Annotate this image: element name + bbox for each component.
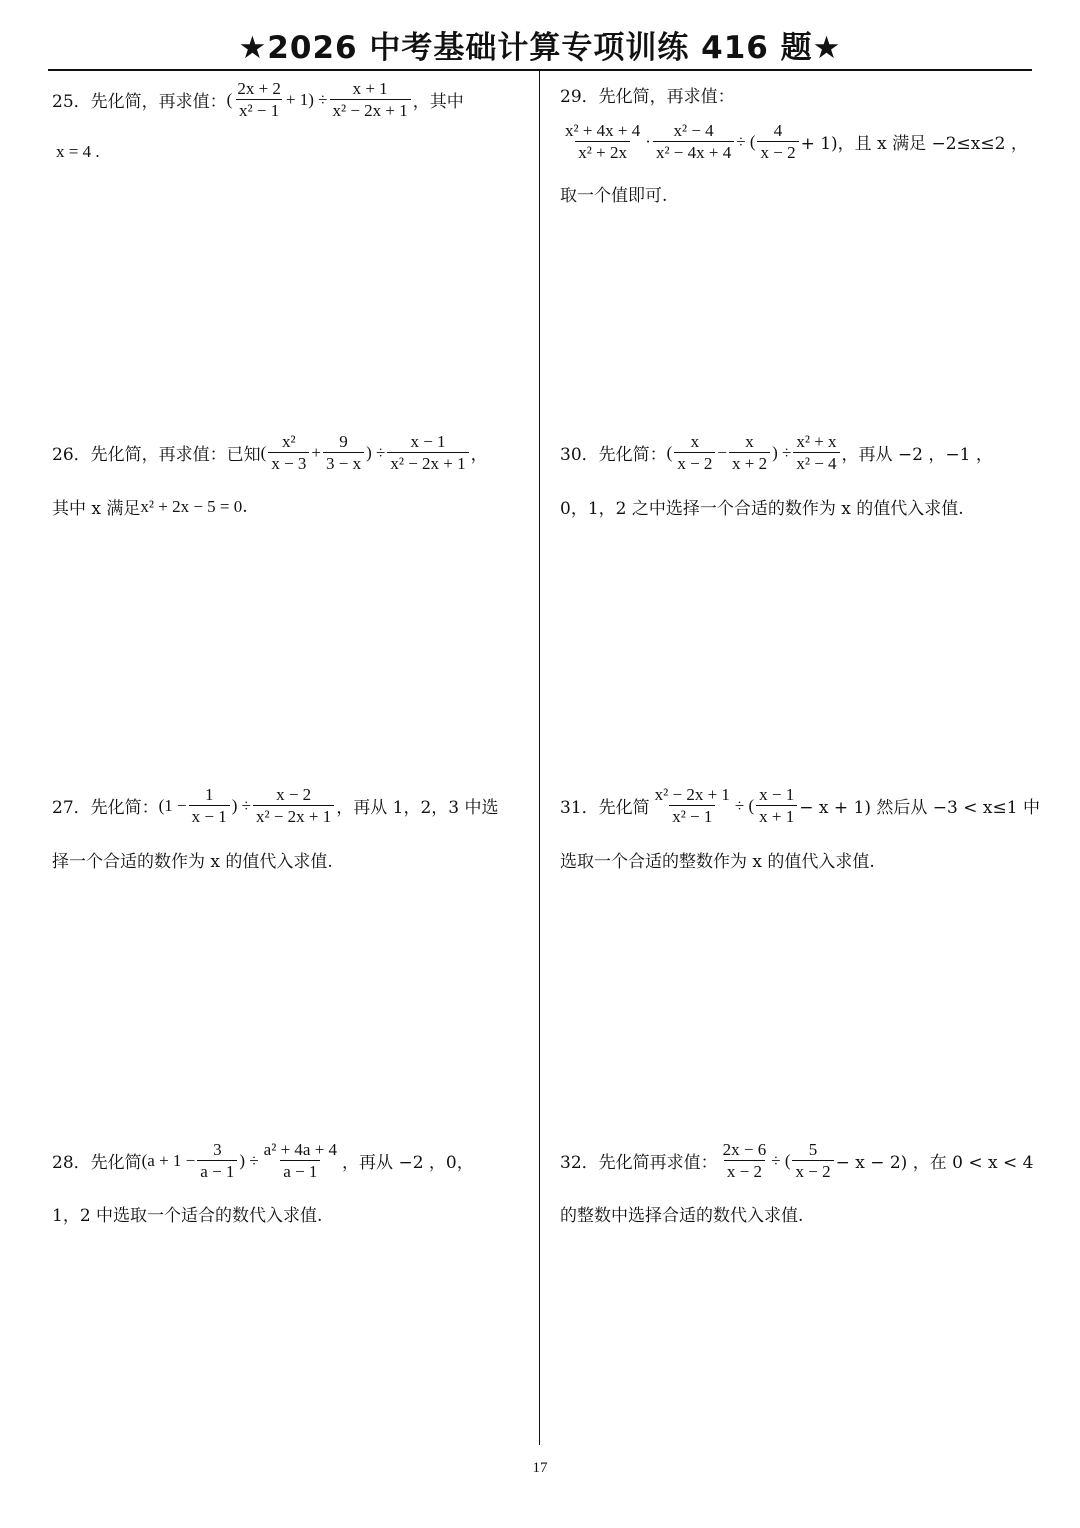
fraction (729, 431, 770, 474)
operator: ) ÷ (231, 795, 251, 815)
problem-27-tail: ，再从 1，2，3 中选 (336, 798, 499, 818)
problem-25-line-2: x = 4 . (56, 142, 100, 161)
problem-27-line-1 (52, 784, 499, 827)
fraction (253, 784, 334, 827)
problem-28-expression (142, 1139, 342, 1182)
numerator: x − 2 (276, 785, 312, 804)
problem-30-line-2: 0，1，2 之中选择一个合适的数作为 x 的值代入求值. (560, 499, 964, 519)
denominator: 3 − x (323, 452, 364, 474)
problem-26-expression (261, 431, 471, 474)
denominator: x² − 1 (236, 99, 282, 121)
denominator: x − 2 (792, 1160, 833, 1182)
problem-31-line-2: 选取一个合适的整数作为 x 的值代入求值. (560, 852, 875, 872)
denominator: x + 1 (756, 805, 797, 827)
numerator: 3 (213, 1140, 222, 1159)
denominator: x − 2 (724, 1160, 765, 1182)
fraction (757, 120, 798, 163)
fraction (234, 78, 284, 121)
numerator: 2x + 2 (237, 79, 281, 98)
problem-26-period: . (242, 496, 248, 517)
operator: ÷ ( (736, 131, 756, 151)
problem-29-line-3: 取一个值即可. (560, 186, 668, 206)
fraction (674, 431, 715, 474)
denominator: x − 2 (674, 452, 715, 474)
numerator: x² + 4x + 4 (565, 121, 641, 140)
operator: ÷ ( (734, 795, 755, 815)
fraction (189, 784, 230, 827)
page-title: ★2026 中考基础计算专项训练 416 题★ (238, 30, 842, 66)
fraction (323, 431, 364, 474)
denominator: x² − 1 (669, 805, 715, 827)
paren-open: ( (260, 442, 267, 462)
fraction (261, 1139, 340, 1182)
paren-open: ( (226, 89, 233, 109)
denominator: x² − 4x + 4 (653, 141, 734, 163)
paren-open: (a + 1 − (141, 1150, 196, 1170)
operator: · (645, 131, 651, 151)
numerator: 5 (808, 1140, 818, 1159)
fraction (387, 431, 468, 474)
problem-30-label: 30．先化简： (560, 445, 667, 465)
operator: ÷ ( (771, 1150, 791, 1170)
denominator: x² − 2x + 1 (330, 99, 411, 121)
problem-29-line-1: 29．先化简，再求值： (560, 87, 735, 107)
numerator: 1 (204, 785, 214, 804)
numerator: 4 (773, 121, 783, 140)
problem-32-line-2: 的整数中选择合适的数代入求值. (560, 1206, 804, 1226)
denominator: x² − 2x + 1 (253, 805, 334, 827)
operator: ) ÷ (239, 1150, 259, 1170)
problem-30-tail: ，再从 −2 ，−1 ， (841, 445, 993, 465)
problem-27-expression (159, 784, 337, 827)
numerator: x² + x (796, 432, 837, 451)
problem-28-line-1 (52, 1139, 474, 1182)
fraction (652, 784, 733, 827)
denominator: x − 3 (268, 452, 309, 474)
operator: − (717, 442, 727, 462)
operator: ) ÷ (366, 442, 386, 462)
fraction (330, 78, 411, 121)
problem-28-line-2: 1，2 中选取一个适合的数代入求值. (52, 1206, 323, 1226)
numerator: x − 1 (410, 432, 446, 451)
problem-32-label: 32．先化简再求值： (560, 1153, 718, 1173)
problem-26-label: 26．先化简，再求值：已知 (52, 445, 261, 465)
problem-32-expression (718, 1139, 836, 1182)
fraction (793, 431, 839, 474)
numerator: x + 1 (352, 79, 388, 98)
fraction (197, 1139, 237, 1182)
problem-25-tail: ，其中 (412, 92, 464, 112)
problem-26-line-2 (52, 494, 248, 519)
denominator: x² − 4 (793, 452, 839, 474)
numerator: x − 1 (759, 785, 795, 804)
problem-28-label: 28．先化简 (52, 1153, 142, 1173)
numerator: 9 (339, 432, 348, 451)
problem-27-line-2: 择一个合适的数作为 x 的值代入求值. (52, 852, 333, 872)
column-divider (539, 70, 540, 1445)
problem-31-expression (650, 784, 800, 827)
denominator: x² + 2x (575, 141, 630, 163)
problem-31-line-1 (560, 784, 1040, 827)
fraction (720, 1139, 770, 1182)
operator: ) ÷ (772, 442, 792, 462)
problem-30-line-1 (560, 431, 993, 474)
problem-26-condition-text: 其中 x 满足 (52, 499, 141, 519)
problem-31-tail: − x + 1) 然后从 −3 < x≤1 中 (799, 798, 1040, 818)
problem-30-expression (667, 431, 842, 474)
page-number: 17 (532, 1460, 548, 1476)
paren-open: ( (666, 442, 673, 462)
numerator: x² − 4 (673, 121, 714, 140)
problem-27-label: 27．先化简： (52, 798, 159, 818)
fraction (653, 120, 734, 163)
numerator: x² (282, 432, 296, 451)
numerator: 2x − 6 (722, 1140, 767, 1159)
header-rule (48, 69, 1032, 71)
fraction (562, 120, 643, 163)
denominator: x − 2 (757, 141, 798, 163)
operator: + 1) ÷ (285, 89, 328, 109)
numerator: a² + 4a + 4 (263, 1140, 338, 1159)
problem-29-expression (560, 120, 801, 163)
problem-26-tail: ， (470, 445, 488, 465)
problem-32-line-1 (560, 1139, 1033, 1182)
denominator: a − 1 (197, 1160, 237, 1182)
denominator: x − 1 (189, 805, 230, 827)
fraction (792, 1139, 833, 1182)
fraction (268, 431, 309, 474)
fraction (756, 784, 797, 827)
problem-29-tail: + 1)，且 x 满足 −2≤x≤2 ， (800, 134, 1028, 154)
problem-25-expression (227, 78, 413, 121)
problem-25-label: 25．先化简，再求值： (52, 92, 227, 112)
denominator: a − 1 (280, 1160, 320, 1182)
problem-26-equation: x² + 2x − 5 = 0 (140, 496, 243, 516)
denominator: x² − 2x + 1 (387, 452, 468, 474)
problem-31-label: 31．先化简 (560, 798, 650, 818)
numerator: x² − 2x + 1 (654, 785, 730, 804)
problem-28-tail: ，再从 −2 ，0， (342, 1153, 474, 1173)
operator: + (311, 442, 321, 462)
paren-open: (1 − (158, 795, 187, 815)
problem-32-tail: − x − 2) ，在 0 < x < 4 (835, 1153, 1034, 1173)
problem-26-line-1 (52, 431, 488, 474)
numerator: x (690, 432, 700, 451)
denominator: x + 2 (729, 452, 770, 474)
problem-25-line-1 (52, 78, 464, 121)
numerator: x (745, 432, 754, 451)
problem-29-line-2 (560, 120, 1028, 163)
